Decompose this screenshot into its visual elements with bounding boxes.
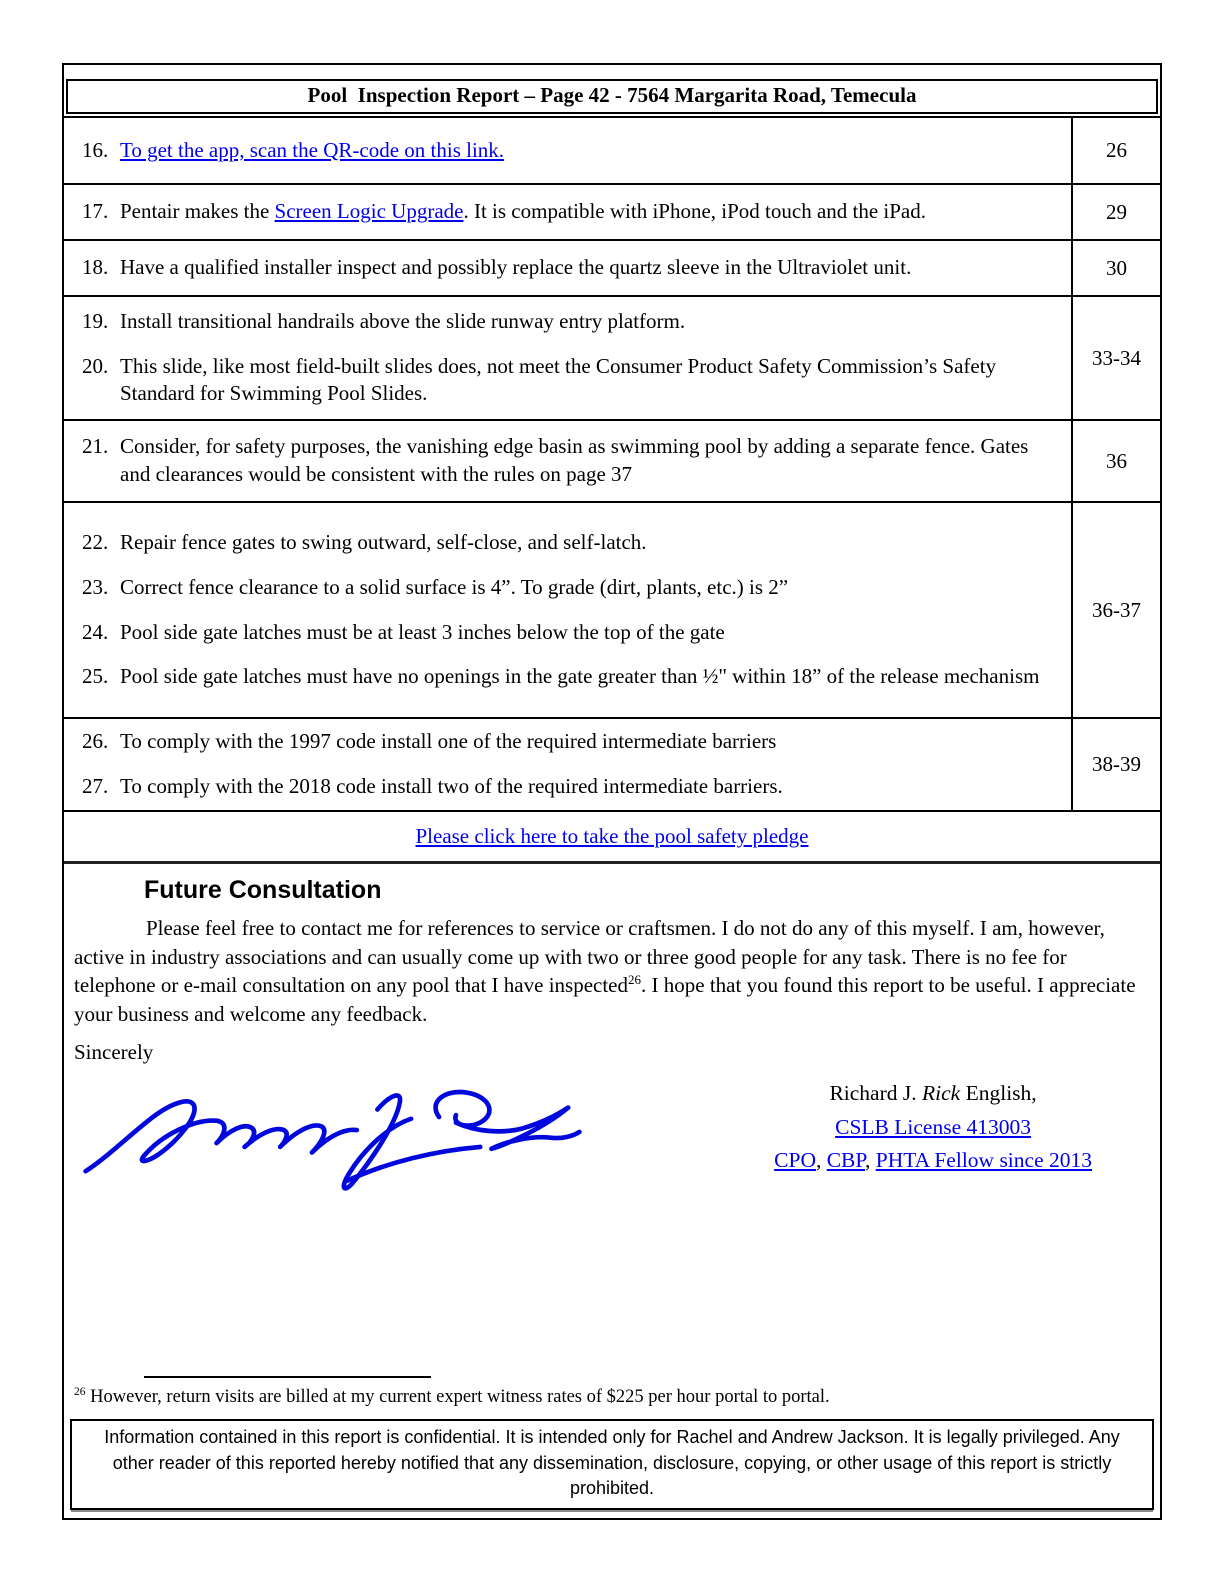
item-text: Consider, for safety purposes, the vanishing edge basin as swimming pool by adding a separate fence. Gates and clearances would be consistent with the rules on page 37 xyxy=(120,434,1029,486)
finding-cell xyxy=(64,240,1072,296)
footnote-reference: 26 xyxy=(628,972,642,988)
finding-item xyxy=(82,773,1059,801)
item-text: Pentair makes the xyxy=(120,199,275,224)
finding-item xyxy=(82,728,1059,756)
item-number: 20. xyxy=(82,353,109,378)
item-number: 22. xyxy=(82,530,109,555)
item-text: Pool side gate latches must be at least 3 inches below the top of the gate xyxy=(120,619,725,644)
item-number: 16. xyxy=(82,137,109,162)
inspector-credentials xyxy=(774,1067,1092,1177)
signature-image xyxy=(80,1067,585,1195)
table-row xyxy=(64,502,1160,718)
table-row xyxy=(64,718,1160,811)
table-row xyxy=(64,184,1160,240)
cbp-link[interactable]: CBP xyxy=(826,1147,865,1172)
inspector-name-pre: Richard J. xyxy=(829,1081,923,1106)
item-number: 21. xyxy=(82,434,109,459)
item-link[interactable]: Screen Logic Upgrade xyxy=(274,199,464,224)
credentials-line xyxy=(774,1144,1092,1177)
finding-item xyxy=(82,574,1059,602)
footnote-body: However, return visits are billed at my current expert witness rates of $225 per hour portal to portal. xyxy=(90,1387,830,1408)
finding-cell xyxy=(64,184,1072,240)
report-frame xyxy=(62,63,1162,1520)
finding-cell xyxy=(64,420,1072,502)
finding-item xyxy=(82,353,1059,408)
finding-item xyxy=(82,254,1059,282)
cslb-license-link[interactable]: CSLB License 413003 xyxy=(835,1114,1031,1139)
item-text: Install transitional handrails above the slide runway entry platform. xyxy=(120,308,686,333)
finding-cell xyxy=(64,718,1072,811)
report-header xyxy=(66,79,1158,114)
item-text: To comply with the 2018 code install two of the required intermediate barriers. xyxy=(120,774,783,798)
item-number: 26. xyxy=(82,729,109,754)
consultation-text-cont: . I hope that you found this report to be useful. I appreciate your business and welcome any feedback. xyxy=(74,973,1136,1026)
finding-cell xyxy=(64,502,1072,718)
item-text: Pool side gate latches must have no openings in the gate greater than ½" within 18” of the release mechanism xyxy=(120,664,1040,689)
signature-block xyxy=(74,1067,1150,1197)
future-consultation-heading: Future Consultation xyxy=(144,876,382,904)
finding-item xyxy=(82,663,1059,691)
table-row xyxy=(64,296,1160,420)
inspector-name-post: English, xyxy=(960,1081,1037,1106)
item-text: To comply with the 1997 code install one of the required intermediate barriers xyxy=(120,729,777,754)
table-row xyxy=(64,117,1160,184)
table-row xyxy=(64,240,1160,296)
inspector-name xyxy=(774,1077,1092,1110)
item-text: . It is compatible with iPhone, iPod touch and the iPad. xyxy=(463,199,927,224)
item-number: 27. xyxy=(82,774,109,798)
finding-item xyxy=(82,529,1059,557)
sincerely-text: Sincerely xyxy=(74,1040,154,1065)
item-text: This slide, like most field-built slides does, not meet the Consumer Product Safety Commission’s Safety Standard for Swimming Pool Slides. xyxy=(120,353,997,406)
cpo-link[interactable]: CPO xyxy=(774,1147,816,1172)
consultation-section xyxy=(64,864,1160,1518)
license-line xyxy=(774,1111,1092,1144)
item-number: 23. xyxy=(82,574,109,599)
finding-cell xyxy=(64,117,1072,184)
findings-table-body xyxy=(64,117,1160,811)
credentials-separator: , xyxy=(864,1147,876,1172)
item-number: 25. xyxy=(82,664,109,689)
item-text: Repair fence gates to swing outward, self-close, and self-latch. xyxy=(120,530,647,555)
phta-fellow-link[interactable]: PHTA Fellow since 2013 xyxy=(875,1147,1092,1172)
page-number-cell: 26 xyxy=(1072,117,1160,184)
item-text: Correct fence clearance to a solid surface is 4”. To grade (dirt, plants, etc.) is 2” xyxy=(120,574,789,599)
page-number-cell: 33-34 xyxy=(1072,296,1160,420)
footnote-text xyxy=(74,1387,1150,1408)
consultation-text: Please feel free to contact me for references to service or craftsmen. I do not do any of this myself. I am, however, active in industry associations and can usually come up with two or three good people for any task. There is no fee for telephone or e-mail consultation on any pool that I have inspected xyxy=(74,916,1105,998)
confidentiality-notice: Information contained in this report is confidential. It is intended only for Rachel and Andrew Jackson. It is legally privileged. Any other reader of this reported hereby notified that any dissemination, disclosure, copying, or other usage of this report is strictly prohibited. xyxy=(70,1419,1154,1510)
finding-item xyxy=(82,308,1059,336)
footnote-marker: 26 xyxy=(74,1386,86,1399)
finding-item xyxy=(82,137,1059,165)
finding-item xyxy=(82,433,1059,488)
item-text: Have a qualified installer inspect and possibly replace the quartz sleeve in the Ultraviolet unit. xyxy=(120,255,912,280)
item-number: 18. xyxy=(82,255,109,280)
blank-space xyxy=(74,1197,1150,1376)
item-number: 19. xyxy=(82,308,109,333)
pledge-row xyxy=(64,812,1160,864)
page-number-cell: 36 xyxy=(1072,420,1160,502)
findings-table xyxy=(64,116,1160,812)
page-number-cell: 30 xyxy=(1072,240,1160,296)
item-link[interactable]: To get the app, scan the QR-code on this link. xyxy=(120,137,505,162)
page-number-cell: 29 xyxy=(1072,184,1160,240)
pool-safety-pledge-link[interactable]: Please click here to take the pool safety pledge xyxy=(415,824,809,848)
finding-cell xyxy=(64,296,1072,420)
report-title: Pool Inspection Report – Page 42 - 7564 Margarita Road, Temecula xyxy=(307,83,917,107)
table-row xyxy=(64,420,1160,502)
finding-item xyxy=(82,198,1059,226)
item-number: 24. xyxy=(82,619,109,644)
page-number-cell: 38-39 xyxy=(1072,718,1160,811)
footnote xyxy=(74,1376,1150,1408)
inspector-nickname: Rick xyxy=(922,1081,961,1106)
finding-item xyxy=(82,619,1059,647)
footnote-separator xyxy=(144,1376,431,1378)
page-number-cell: 36-37 xyxy=(1072,502,1160,718)
item-number: 17. xyxy=(82,199,109,224)
consultation-paragraph xyxy=(74,914,1150,1028)
credentials-separator: , xyxy=(815,1147,827,1172)
